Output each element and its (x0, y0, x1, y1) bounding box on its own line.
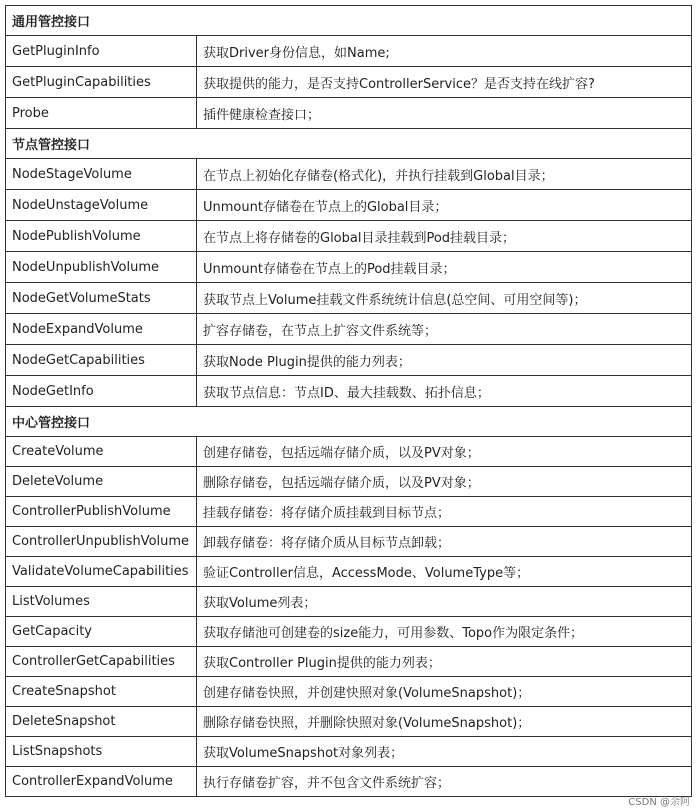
interface-description-cell: 获取提供的能力，是否支持ControllerService？是否支持在线扩容? (197, 67, 692, 98)
interface-description-cell: 获取Controller Plugin提供的能力列表； (197, 647, 692, 677)
interface-description-cell: 获取Node Plugin提供的能力列表； (197, 345, 692, 376)
table-row (6, 67, 692, 98)
interface-description-cell: 创建存储卷快照，并创建快照对象(VolumeSnapshot)； (197, 677, 692, 707)
table-row (6, 159, 692, 190)
interface-name-cell: ListSnapshots (6, 737, 197, 767)
table-row (6, 767, 692, 797)
interface-name-cell: GetPluginInfo (6, 36, 197, 67)
table-row (6, 677, 692, 707)
table-row (6, 557, 692, 587)
interface-name-cell: ListVolumes (6, 587, 197, 617)
table-row (6, 98, 692, 129)
interface-name-cell: ControllerGetCapabilities (6, 647, 197, 677)
watermark: CSDN @余阿 (628, 797, 690, 808)
interface-description-cell: 删除存储卷快照，并删除快照对象(VolumeSnapshot)； (197, 707, 692, 737)
interface-description-cell: 挂载存储卷：将存储介质挂载到目标节点； (197, 497, 692, 527)
interface-name-cell: NodePublishVolume (6, 221, 197, 252)
section-header-row (6, 407, 692, 437)
interface-name-cell: Probe (6, 98, 197, 129)
interface-name-cell: ControllerExpandVolume (6, 767, 197, 797)
interface-description-cell: 在节点上初始化存储卷(格式化)，并执行挂载到Global目录； (197, 159, 692, 190)
table-row (6, 376, 692, 407)
interface-description-cell: Unmount存储卷在节点上的Pod挂载目录； (197, 252, 692, 283)
section-title: 中心管控接口 (6, 407, 692, 437)
interface-description-cell: 扩容存储卷，在节点上扩容文件系统等； (197, 314, 692, 345)
interface-table-document (5, 5, 691, 797)
section-header-row (6, 6, 692, 36)
interface-name-cell: GetCapacity (6, 617, 197, 647)
interface-name-cell: ControllerUnpublishVolume (6, 527, 197, 557)
interface-description-cell: 插件健康检查接口； (197, 98, 692, 129)
interface-description-cell: 执行存储卷扩容，并不包含文件系统扩容； (197, 767, 692, 797)
interface-name-cell: DeleteVolume (6, 467, 197, 497)
interface-name-cell: NodeStageVolume (6, 159, 197, 190)
table-row (6, 617, 692, 647)
interface-description-cell: 获取节点信息：节点ID、最大挂载数、拓扑信息； (197, 376, 692, 407)
interface-description-cell: 获取Driver身份信息，如Name; (197, 36, 692, 67)
interface-name-cell: NodeGetVolumeStats (6, 283, 197, 314)
interface-name-cell: CreateVolume (6, 437, 197, 467)
section-title: 节点管控接口 (6, 129, 692, 159)
interface-name-cell: NodeExpandVolume (6, 314, 197, 345)
interface-description-cell: 在节点上将存储卷的Global目录挂载到Pod挂载目录； (197, 221, 692, 252)
interface-name-cell: ValidateVolumeCapabilities (6, 557, 197, 587)
interface-description-cell: 创建存储卷，包括远端存储介质，以及PV对象； (197, 437, 692, 467)
interface-name-cell: GetPluginCapabilities (6, 67, 197, 98)
interface-description-cell: 验证Controller信息，AccessMode、VolumeType等； (197, 557, 692, 587)
section-header-row (6, 129, 692, 159)
interface-description-cell: 获取VolumeSnapshot对象列表； (197, 737, 692, 767)
interface-name-cell: NodeUnstageVolume (6, 190, 197, 221)
table-row (6, 314, 692, 345)
interface-name-cell: ControllerPublishVolume (6, 497, 197, 527)
table-row (6, 36, 692, 67)
table-row (6, 190, 692, 221)
interface-name-cell: NodeGetInfo (6, 376, 197, 407)
interface-name-cell: NodeGetCapabilities (6, 345, 197, 376)
csi-interface-table (5, 5, 692, 797)
table-row (6, 437, 692, 467)
table-row (6, 497, 692, 527)
interface-description-cell: 获取存储池可创建卷的size能力，可用参数、Topo作为限定条件； (197, 617, 692, 647)
table-row (6, 587, 692, 617)
table-row (6, 737, 692, 767)
interface-name-cell: CreateSnapshot (6, 677, 197, 707)
table-body (6, 6, 692, 797)
interface-name-cell: NodeUnpublishVolume (6, 252, 197, 283)
section-title: 通用管控接口 (6, 6, 692, 36)
table-row (6, 345, 692, 376)
interface-description-cell: Unmount存储卷在节点上的Global目录； (197, 190, 692, 221)
interface-description-cell: 获取Volume列表； (197, 587, 692, 617)
table-row (6, 283, 692, 314)
interface-name-cell: DeleteSnapshot (6, 707, 197, 737)
table-row (6, 467, 692, 497)
interface-description-cell: 删除存储卷，包括远端存储介质，以及PV对象； (197, 467, 692, 497)
interface-description-cell: 获取节点上Volume挂载文件系统统计信息(总空间、可用空间等)； (197, 283, 692, 314)
table-row (6, 252, 692, 283)
table-row (6, 647, 692, 677)
table-row (6, 221, 692, 252)
interface-description-cell: 卸载存储卷：将存储介质从目标节点卸载； (197, 527, 692, 557)
table-row (6, 707, 692, 737)
table-row (6, 527, 692, 557)
